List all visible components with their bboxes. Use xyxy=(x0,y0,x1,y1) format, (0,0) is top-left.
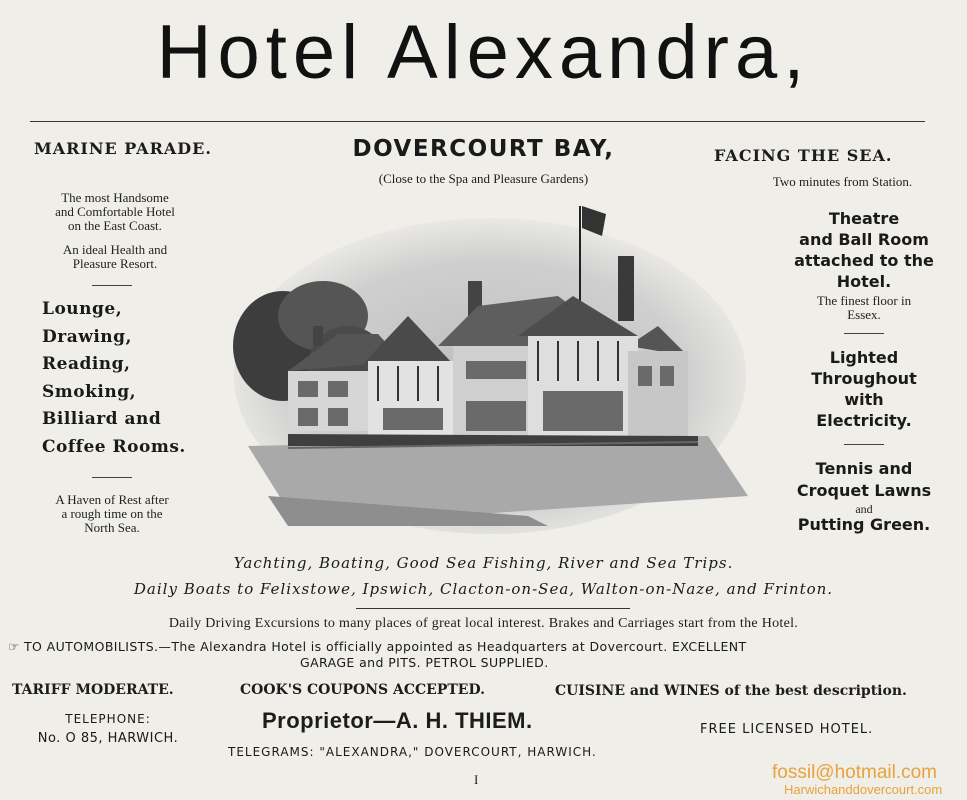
room-item: Smoking, xyxy=(42,381,137,402)
room-item: Billiard and xyxy=(42,409,162,429)
pointing-hand-icon: ☞ xyxy=(8,639,20,654)
floor-line: The finest floor in xyxy=(816,293,912,308)
desc-line: on the East Coast. xyxy=(68,218,162,233)
lighted-line: with xyxy=(844,390,884,409)
right-subtitle: Two minutes from Station. xyxy=(772,174,913,189)
left-desc-1 xyxy=(30,191,200,233)
left-heading: MARINE PARADE. xyxy=(34,139,212,158)
hotel-illustration xyxy=(228,196,748,538)
lighted-block xyxy=(766,347,962,431)
telephone-number: No. O 85, HARWICH. xyxy=(37,731,179,746)
left-divider-2 xyxy=(92,477,132,478)
theatre-line: attached to the xyxy=(794,251,934,270)
telephone-label: TELEPHONE: xyxy=(65,712,151,726)
free-licensed: FREE LICENSED HOTEL. xyxy=(700,722,874,737)
watermark-email: fossil@hotmail.com xyxy=(772,762,937,783)
right-divider-2 xyxy=(844,444,884,445)
left-divider-1 xyxy=(92,285,132,286)
theatre-block xyxy=(766,208,962,292)
watermark-site: Harwichanddovercourt.com xyxy=(784,782,943,797)
tennis-line: Tennis and xyxy=(815,459,913,478)
theatre-line: and Ball Room xyxy=(799,230,929,249)
page-number: I xyxy=(474,772,479,787)
and-word: and xyxy=(855,502,873,516)
putting-green: Putting Green. xyxy=(797,515,931,534)
desc-line: A Haven of Rest after xyxy=(55,492,169,507)
floor-line: Essex. xyxy=(847,307,881,322)
room-item: Lounge, xyxy=(42,299,123,319)
tennis-block xyxy=(766,458,962,502)
right-heading: FACING THE SEA. xyxy=(714,146,893,165)
floor-note xyxy=(772,294,956,322)
desc-line: a rough time on the xyxy=(61,506,163,521)
automobilists-text: TO AUTOMOBILISTS.—The Alexandra Hotel is officially appointed as Headquarters at Dovercourt. EXCELLENT xyxy=(23,639,747,654)
left-haven xyxy=(22,493,202,535)
automobilists-line-2: GARAGE and PITS. PETROL SUPPLIED. xyxy=(300,655,549,670)
theatre-line: Hotel. xyxy=(836,272,892,291)
cuisine-text: CUISINE and WINES of the best description. xyxy=(555,683,907,699)
tennis-line: Croquet Lawns xyxy=(796,481,932,500)
room-item: Coffee Rooms. xyxy=(42,436,186,457)
theatre-line: Theatre xyxy=(828,209,900,228)
room-item: Reading, xyxy=(42,354,131,374)
room-item: Drawing, xyxy=(42,326,132,347)
hotel-title: Hotel Alexandra, xyxy=(156,10,811,95)
lighted-line: Lighted xyxy=(829,348,899,367)
activities-line-1: Yachting, Boating, Good Sea Fishing, River and Sea Trips. xyxy=(233,554,734,572)
desc-line: The most Handsome xyxy=(61,190,169,205)
automobilists-line-1 xyxy=(8,639,963,654)
telegrams-line: TELEGRAMS: "ALEXANDRA," DOVERCOURT, HARWICH. xyxy=(228,745,597,759)
proprietor: Proprietor—A. H. THIEM. xyxy=(262,708,533,733)
tariff-text: TARIFF MODERATE. xyxy=(12,682,174,698)
center-heading: DOVERCOURT BAY, xyxy=(352,136,615,162)
desc-line: and Comfortable Hotel xyxy=(55,204,175,219)
desc-line: Pleasure Resort. xyxy=(72,256,158,271)
activities-line-2: Daily Boats to Felixstowe, Ipswich, Clacton-on-Sea, Walton-on-Naze, and Frinton. xyxy=(133,580,834,598)
activities-rule xyxy=(356,608,630,609)
center-subtitle: (Close to the Spa and Pleasure Gardens) xyxy=(378,171,589,186)
left-desc-2 xyxy=(30,243,200,271)
desc-line: North Sea. xyxy=(84,520,140,535)
lighted-line: Electricity. xyxy=(816,411,912,430)
desc-line: An ideal Health and xyxy=(62,242,168,257)
title-rule xyxy=(30,121,925,122)
lighted-line: Throughout xyxy=(811,369,917,388)
right-divider-1 xyxy=(844,333,884,334)
excursions-line: Daily Driving Excursions to many places of great local interest. Brakes and Carriages start from the Hotel. xyxy=(168,616,799,631)
cooks-text: COOK'S COUPONS ACCEPTED. xyxy=(240,682,485,698)
rooms-list xyxy=(42,296,186,461)
